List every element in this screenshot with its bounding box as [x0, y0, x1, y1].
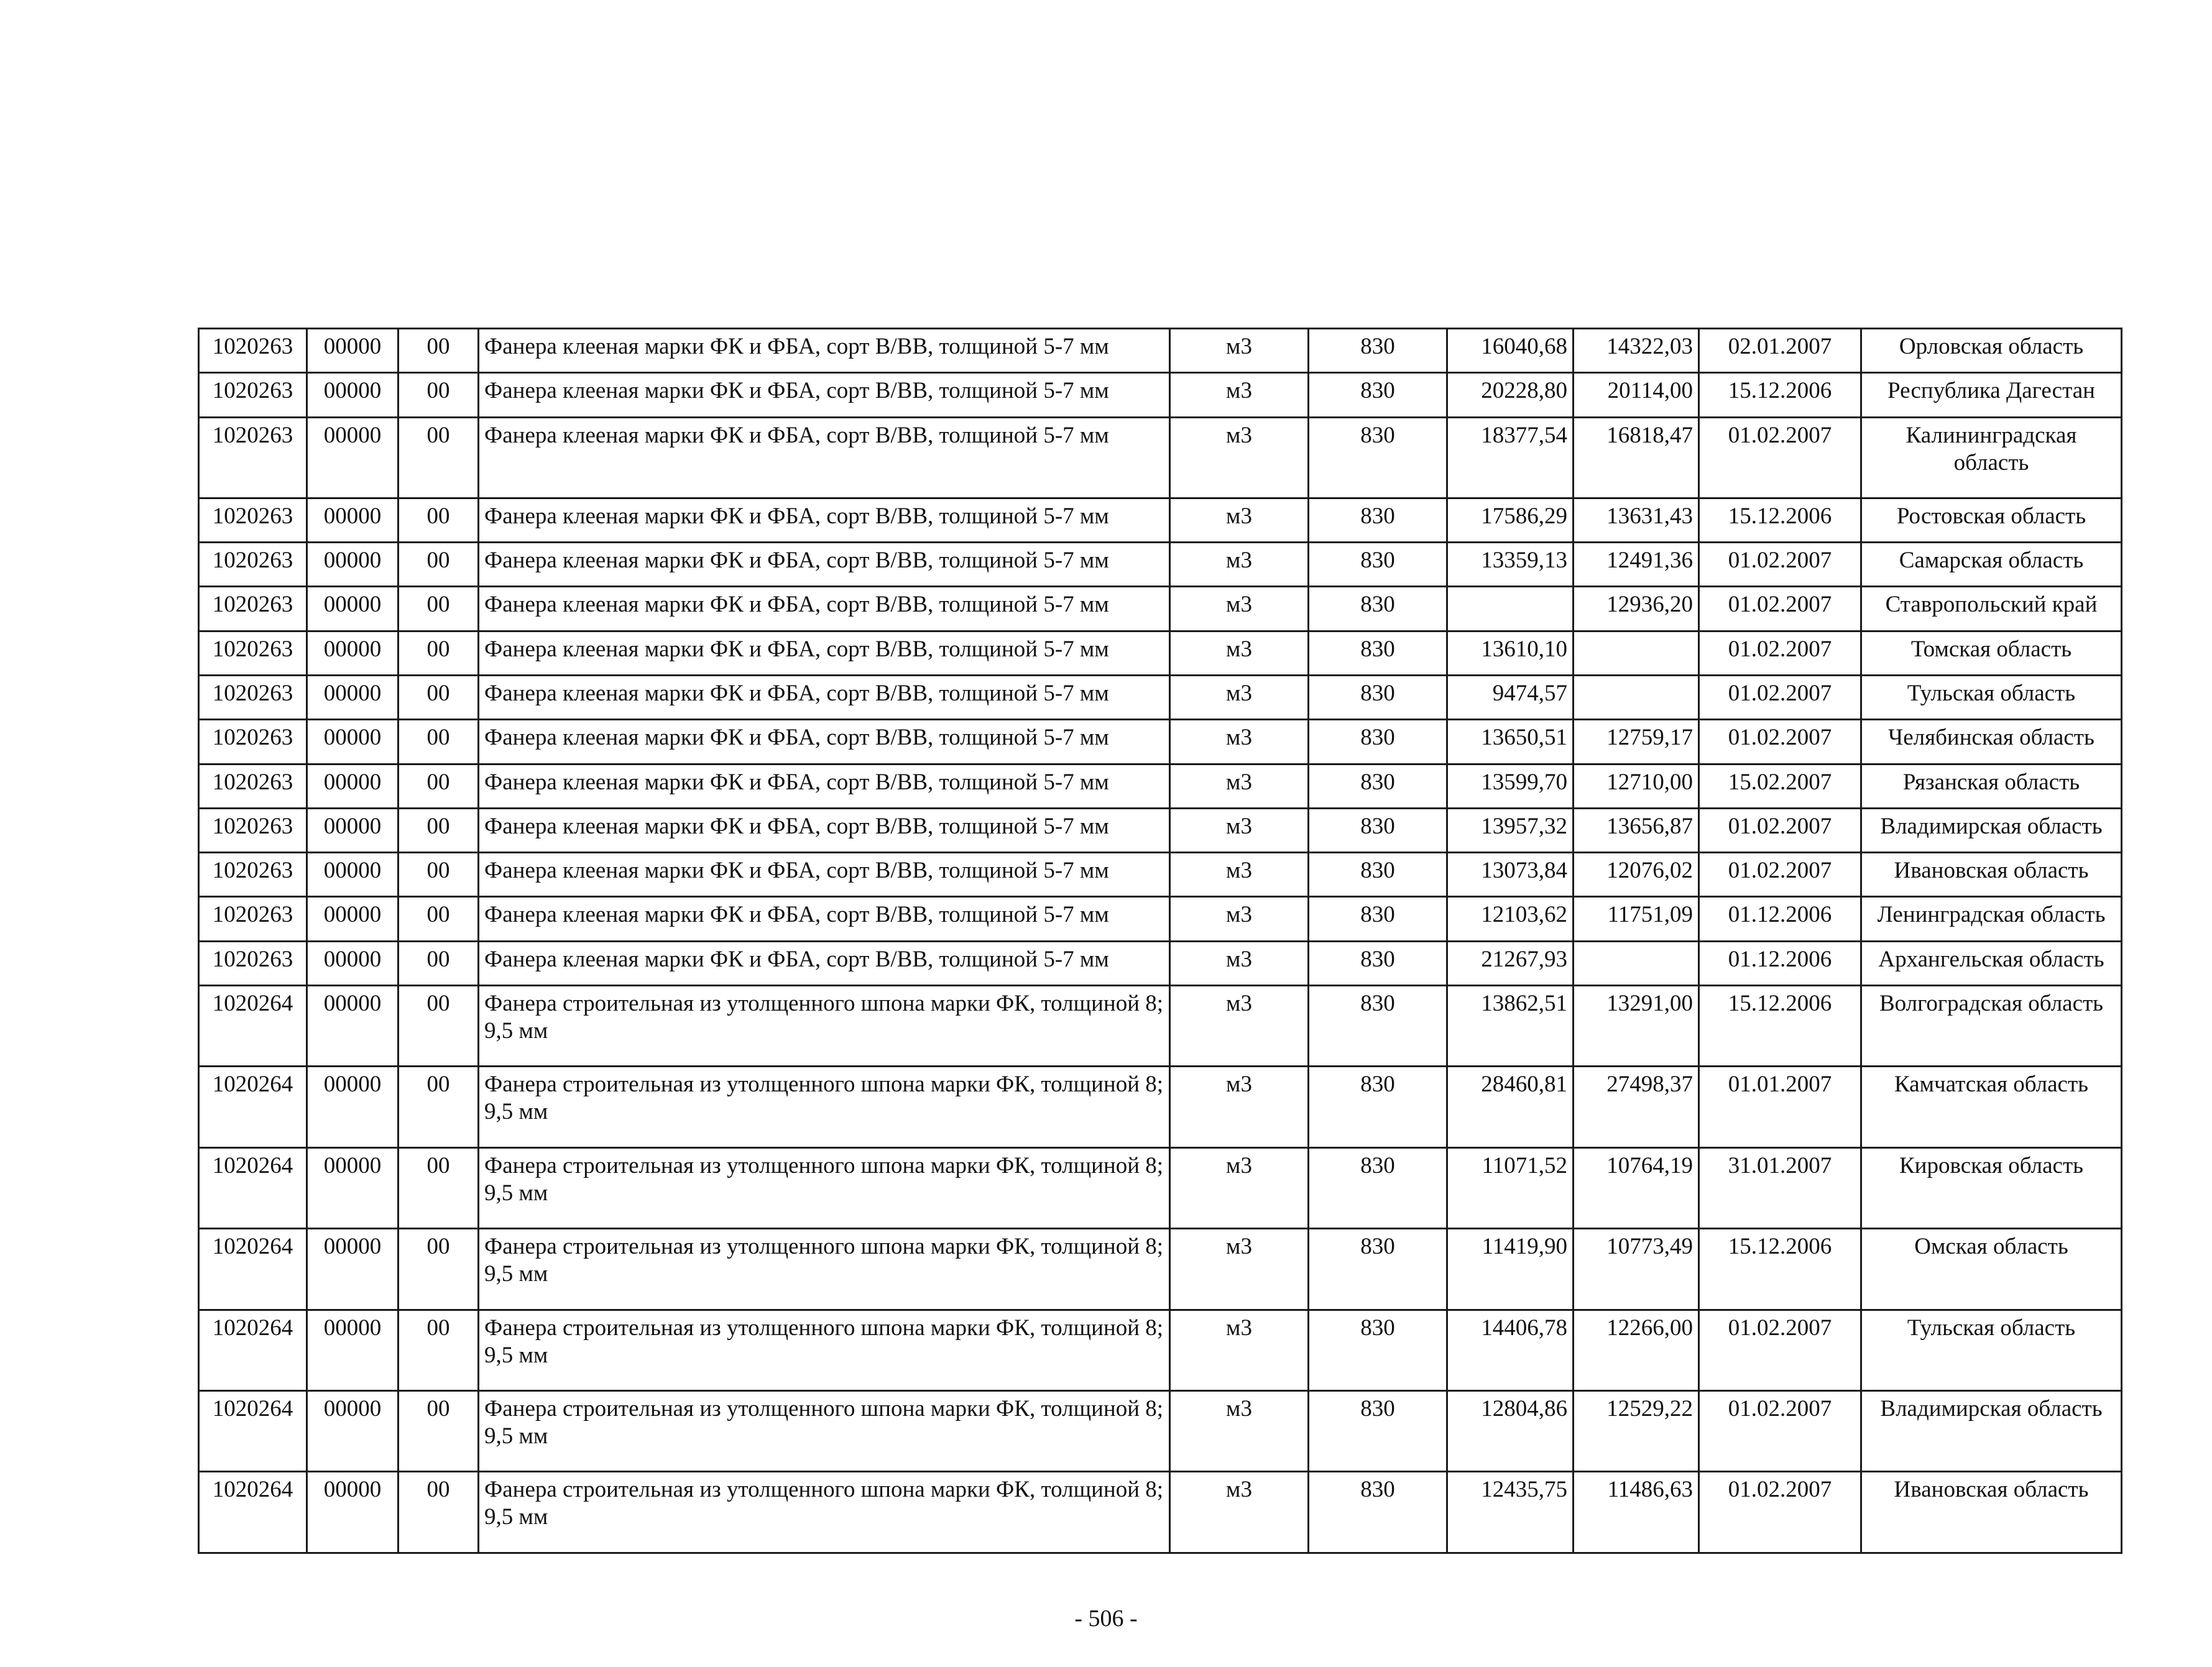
product-code-cell: 1020263	[199, 941, 307, 985]
price-cell: 21267,93	[1447, 941, 1574, 985]
okei-code-cell: 830	[1309, 587, 1447, 631]
product-name-cell: Фанера клееная марки ФК и ФБА, сорт В/ВВ, толщиной 5-7 мм	[479, 941, 1170, 985]
price-alt-cell: 14322,03	[1574, 329, 1699, 373]
date-cell: 01.02.2007	[1699, 1390, 1861, 1471]
product-code-cell: 1020263	[199, 587, 307, 631]
subcode2-cell: 00	[399, 543, 479, 587]
region-cell: Камчатская область	[1861, 1067, 2122, 1147]
price-alt-cell: 13631,43	[1574, 498, 1699, 542]
unit-cell: м3	[1170, 941, 1309, 985]
table-row	[199, 587, 2122, 631]
unit-cell: м3	[1170, 897, 1309, 941]
region-cell: Ивановская область	[1861, 1472, 2122, 1553]
product-code-cell: 1020263	[199, 853, 307, 897]
price-alt-cell: 13656,87	[1574, 808, 1699, 852]
table-row	[199, 1390, 2122, 1471]
product-code-cell: 1020264	[199, 1472, 307, 1553]
subcode2-cell: 00	[399, 985, 479, 1066]
subcode2-cell: 00	[399, 329, 479, 373]
region-cell: Кировская область	[1861, 1147, 2122, 1228]
subcode-cell: 00000	[307, 897, 399, 941]
price-alt-cell: 13291,00	[1574, 985, 1699, 1066]
product-name-cell: Фанера клееная марки ФК и ФБА, сорт В/ВВ, толщиной 5-7 мм	[479, 329, 1170, 373]
region-cell: Ростовская область	[1861, 498, 2122, 542]
table-body	[199, 329, 2122, 1553]
price-alt-cell: 12936,20	[1574, 587, 1699, 631]
okei-code-cell: 830	[1309, 676, 1447, 720]
unit-cell: м3	[1170, 498, 1309, 542]
unit-cell: м3	[1170, 587, 1309, 631]
subcode2-cell: 00	[399, 897, 479, 941]
unit-cell: м3	[1170, 853, 1309, 897]
price-alt-cell: 12710,00	[1574, 764, 1699, 808]
region-cell: Тульская область	[1861, 1310, 2122, 1390]
price-alt-cell: 12529,22	[1574, 1390, 1699, 1471]
subcode2-cell: 00	[399, 1229, 479, 1310]
okei-code-cell: 830	[1309, 543, 1447, 587]
subcode2-cell: 00	[399, 498, 479, 542]
unit-cell: м3	[1170, 329, 1309, 373]
unit-cell: м3	[1170, 676, 1309, 720]
okei-code-cell: 830	[1309, 329, 1447, 373]
product-code-cell: 1020264	[199, 985, 307, 1066]
okei-code-cell: 830	[1309, 941, 1447, 985]
region-cell: Рязанская область	[1861, 764, 2122, 808]
region-cell: Ставропольский край	[1861, 587, 2122, 631]
date-cell: 31.01.2007	[1699, 1147, 1861, 1228]
unit-cell: м3	[1170, 1310, 1309, 1390]
okei-code-cell: 830	[1309, 1147, 1447, 1228]
subcode2-cell: 00	[399, 1067, 479, 1147]
okei-code-cell: 830	[1309, 1229, 1447, 1310]
subcode-cell: 00000	[307, 587, 399, 631]
date-cell: 15.02.2007	[1699, 764, 1861, 808]
product-name-cell: Фанера клееная марки ФК и ФБА, сорт В/ВВ, толщиной 5-7 мм	[479, 498, 1170, 542]
price-cell	[1447, 587, 1574, 631]
region-cell: Владимирская область	[1861, 808, 2122, 852]
price-cell: 17586,29	[1447, 498, 1574, 542]
price-table	[198, 328, 2122, 1554]
unit-cell: м3	[1170, 1147, 1309, 1228]
okei-code-cell: 830	[1309, 373, 1447, 417]
unit-cell: м3	[1170, 1390, 1309, 1471]
product-code-cell: 1020264	[199, 1067, 307, 1147]
unit-cell: м3	[1170, 417, 1309, 498]
unit-cell: м3	[1170, 1229, 1309, 1310]
subcode2-cell: 00	[399, 417, 479, 498]
price-cell: 16040,68	[1447, 329, 1574, 373]
okei-code-cell: 830	[1309, 853, 1447, 897]
product-code-cell: 1020264	[199, 1310, 307, 1390]
region-cell: Волгоградская область	[1861, 985, 2122, 1066]
price-cell: 9474,57	[1447, 676, 1574, 720]
subcode2-cell: 00	[399, 1472, 479, 1553]
subcode-cell: 00000	[307, 1147, 399, 1228]
region-cell: Тульская область	[1861, 676, 2122, 720]
price-alt-cell: 12491,36	[1574, 543, 1699, 587]
product-code-cell: 1020263	[199, 720, 307, 764]
subcode-cell: 00000	[307, 1067, 399, 1147]
date-cell: 01.02.2007	[1699, 1310, 1861, 1390]
subcode-cell: 00000	[307, 1229, 399, 1310]
table-row	[199, 631, 2122, 675]
subcode-cell: 00000	[307, 808, 399, 852]
subcode2-cell: 00	[399, 587, 479, 631]
date-cell: 02.01.2007	[1699, 329, 1861, 373]
product-code-cell: 1020263	[199, 631, 307, 675]
subcode-cell: 00000	[307, 543, 399, 587]
product-name-cell: Фанера строительная из утолщенного шпона марки ФК, толщиной 8; 9,5 мм	[479, 1147, 1170, 1228]
date-cell: 15.12.2006	[1699, 373, 1861, 417]
date-cell: 01.02.2007	[1699, 676, 1861, 720]
product-name-cell: Фанера клееная марки ФК и ФБА, сорт В/ВВ, толщиной 5-7 мм	[479, 808, 1170, 852]
subcode-cell: 00000	[307, 853, 399, 897]
table-row	[199, 1472, 2122, 1553]
table-row	[199, 1310, 2122, 1390]
date-cell: 01.02.2007	[1699, 417, 1861, 498]
date-cell: 15.12.2006	[1699, 1229, 1861, 1310]
subcode2-cell: 00	[399, 1390, 479, 1471]
okei-code-cell: 830	[1309, 1310, 1447, 1390]
subcode-cell: 00000	[307, 764, 399, 808]
product-code-cell: 1020263	[199, 329, 307, 373]
region-cell: Ивановская область	[1861, 853, 2122, 897]
price-alt-cell: 16818,47	[1574, 417, 1699, 498]
date-cell: 01.12.2006	[1699, 897, 1861, 941]
okei-code-cell: 830	[1309, 498, 1447, 542]
product-name-cell: Фанера клееная марки ФК и ФБА, сорт В/ВВ, толщиной 5-7 мм	[479, 631, 1170, 675]
okei-code-cell: 830	[1309, 897, 1447, 941]
price-cell: 13862,51	[1447, 985, 1574, 1066]
subcode-cell: 00000	[307, 941, 399, 985]
subcode-cell: 00000	[307, 720, 399, 764]
price-alt-cell: 12266,00	[1574, 1310, 1699, 1390]
unit-cell: м3	[1170, 720, 1309, 764]
price-alt-cell	[1574, 941, 1699, 985]
product-code-cell: 1020263	[199, 808, 307, 852]
table-row	[199, 543, 2122, 587]
subcode2-cell: 00	[399, 1310, 479, 1390]
date-cell: 01.02.2007	[1699, 720, 1861, 764]
price-cell: 13599,70	[1447, 764, 1574, 808]
price-alt-cell: 27498,37	[1574, 1067, 1699, 1147]
okei-code-cell: 830	[1309, 631, 1447, 675]
table-row	[199, 1067, 2122, 1147]
region-cell: Самарская область	[1861, 543, 2122, 587]
unit-cell: м3	[1170, 808, 1309, 852]
product-name-cell: Фанера строительная из утолщенного шпона марки ФК, толщиной 8; 9,5 мм	[479, 985, 1170, 1066]
subcode2-cell: 00	[399, 764, 479, 808]
product-name-cell: Фанера клееная марки ФК и ФБА, сорт В/ВВ, толщиной 5-7 мм	[479, 720, 1170, 764]
price-cell: 12804,86	[1447, 1390, 1574, 1471]
table-row	[199, 985, 2122, 1066]
region-cell: Архангельская область	[1861, 941, 2122, 985]
table-row	[199, 676, 2122, 720]
table-row	[199, 1229, 2122, 1310]
region-cell: Республика Дагестан	[1861, 373, 2122, 417]
unit-cell: м3	[1170, 373, 1309, 417]
date-cell: 01.01.2007	[1699, 1067, 1861, 1147]
unit-cell: м3	[1170, 543, 1309, 587]
price-cell: 13359,13	[1447, 543, 1574, 587]
product-name-cell: Фанера строительная из утолщенного шпона марки ФК, толщиной 8; 9,5 мм	[479, 1390, 1170, 1471]
date-cell: 15.12.2006	[1699, 498, 1861, 542]
product-code-cell: 1020263	[199, 543, 307, 587]
region-cell: Калининградская область	[1861, 417, 2122, 498]
unit-cell: м3	[1170, 1067, 1309, 1147]
okei-code-cell: 830	[1309, 417, 1447, 498]
subcode2-cell: 00	[399, 808, 479, 852]
okei-code-cell: 830	[1309, 720, 1447, 764]
subcode2-cell: 00	[399, 941, 479, 985]
subcode-cell: 00000	[307, 985, 399, 1066]
region-cell: Челябинская область	[1861, 720, 2122, 764]
subcode-cell: 00000	[307, 329, 399, 373]
price-table-container	[198, 328, 2121, 1554]
product-name-cell: Фанера клееная марки ФК и ФБА, сорт В/ВВ, толщиной 5-7 мм	[479, 587, 1170, 631]
product-code-cell: 1020264	[199, 1147, 307, 1228]
product-code-cell: 1020263	[199, 373, 307, 417]
price-cell: 12103,62	[1447, 897, 1574, 941]
unit-cell: м3	[1170, 764, 1309, 808]
unit-cell: м3	[1170, 985, 1309, 1066]
product-code-cell: 1020264	[199, 1390, 307, 1471]
product-name-cell: Фанера клееная марки ФК и ФБА, сорт В/ВВ, толщиной 5-7 мм	[479, 373, 1170, 417]
product-code-cell: 1020263	[199, 498, 307, 542]
date-cell: 01.02.2007	[1699, 1472, 1861, 1553]
product-name-cell: Фанера строительная из утолщенного шпона марки ФК, толщиной 8; 9,5 мм	[479, 1229, 1170, 1310]
region-cell: Орловская область	[1861, 329, 2122, 373]
price-cell: 28460,81	[1447, 1067, 1574, 1147]
unit-cell: м3	[1170, 1472, 1309, 1553]
price-alt-cell: 12076,02	[1574, 853, 1699, 897]
unit-cell: м3	[1170, 631, 1309, 675]
price-alt-cell: 10773,49	[1574, 1229, 1699, 1310]
subcode2-cell: 00	[399, 1147, 479, 1228]
product-code-cell: 1020263	[199, 897, 307, 941]
table-row	[199, 329, 2122, 373]
subcode2-cell: 00	[399, 720, 479, 764]
subcode-cell: 00000	[307, 373, 399, 417]
date-cell: 01.02.2007	[1699, 543, 1861, 587]
subcode-cell: 00000	[307, 1310, 399, 1390]
product-name-cell: Фанера клееная марки ФК и ФБА, сорт В/ВВ, толщиной 5-7 мм	[479, 543, 1170, 587]
subcode2-cell: 00	[399, 676, 479, 720]
table-row	[199, 373, 2122, 417]
product-code-cell: 1020263	[199, 676, 307, 720]
price-alt-cell: 10764,19	[1574, 1147, 1699, 1228]
date-cell: 01.12.2006	[1699, 941, 1861, 985]
price-cell: 13610,10	[1447, 631, 1574, 675]
date-cell: 01.02.2007	[1699, 631, 1861, 675]
product-name-cell: Фанера строительная из утолщенного шпона марки ФК, толщиной 8; 9,5 мм	[479, 1310, 1170, 1390]
subcode2-cell: 00	[399, 631, 479, 675]
okei-code-cell: 830	[1309, 985, 1447, 1066]
subcode-cell: 00000	[307, 498, 399, 542]
region-cell: Омская область	[1861, 1229, 2122, 1310]
okei-code-cell: 830	[1309, 1067, 1447, 1147]
date-cell: 01.02.2007	[1699, 853, 1861, 897]
table-row	[199, 1147, 2122, 1228]
product-name-cell: Фанера клееная марки ФК и ФБА, сорт В/ВВ, толщиной 5-7 мм	[479, 897, 1170, 941]
price-alt-cell	[1574, 631, 1699, 675]
product-name-cell: Фанера клееная марки ФК и ФБА, сорт В/ВВ, толщиной 5-7 мм	[479, 676, 1170, 720]
okei-code-cell: 830	[1309, 1472, 1447, 1553]
table-row	[199, 897, 2122, 941]
product-name-cell: Фанера клееная марки ФК и ФБА, сорт В/ВВ, толщиной 5-7 мм	[479, 417, 1170, 498]
table-row	[199, 853, 2122, 897]
price-cell: 13073,84	[1447, 853, 1574, 897]
table-row	[199, 720, 2122, 764]
subcode-cell: 00000	[307, 676, 399, 720]
table-row	[199, 417, 2122, 498]
price-cell: 18377,54	[1447, 417, 1574, 498]
subcode-cell: 00000	[307, 1390, 399, 1471]
page-number: - 506 -	[1074, 1605, 1138, 1632]
date-cell: 01.02.2007	[1699, 587, 1861, 631]
region-cell: Томская область	[1861, 631, 2122, 675]
table-row	[199, 764, 2122, 808]
date-cell: 01.02.2007	[1699, 808, 1861, 852]
product-code-cell: 1020264	[199, 1229, 307, 1310]
table-row	[199, 808, 2122, 852]
okei-code-cell: 830	[1309, 808, 1447, 852]
price-cell: 11071,52	[1447, 1147, 1574, 1228]
product-name-cell: Фанера клееная марки ФК и ФБА, сорт В/ВВ, толщиной 5-7 мм	[479, 853, 1170, 897]
subcode-cell: 00000	[307, 417, 399, 498]
region-cell: Владимирская область	[1861, 1390, 2122, 1471]
price-cell: 13650,51	[1447, 720, 1574, 764]
product-name-cell: Фанера клееная марки ФК и ФБА, сорт В/ВВ, толщиной 5-7 мм	[479, 764, 1170, 808]
subcode2-cell: 00	[399, 373, 479, 417]
subcode-cell: 00000	[307, 1472, 399, 1553]
price-alt-cell	[1574, 676, 1699, 720]
price-alt-cell: 12759,17	[1574, 720, 1699, 764]
product-code-cell: 1020263	[199, 417, 307, 498]
price-alt-cell: 11486,63	[1574, 1472, 1699, 1553]
product-code-cell: 1020263	[199, 764, 307, 808]
subcode2-cell: 00	[399, 853, 479, 897]
subcode-cell: 00000	[307, 631, 399, 675]
price-alt-cell: 11751,09	[1574, 897, 1699, 941]
date-cell: 15.12.2006	[1699, 985, 1861, 1066]
price-cell: 14406,78	[1447, 1310, 1574, 1390]
region-cell: Ленинградская область	[1861, 897, 2122, 941]
table-row	[199, 498, 2122, 542]
okei-code-cell: 830	[1309, 1390, 1447, 1471]
price-cell: 12435,75	[1447, 1472, 1574, 1553]
product-name-cell: Фанера строительная из утолщенного шпона марки ФК, толщиной 8; 9,5 мм	[479, 1472, 1170, 1553]
price-cell: 20228,80	[1447, 373, 1574, 417]
okei-code-cell: 830	[1309, 764, 1447, 808]
price-cell: 13957,32	[1447, 808, 1574, 852]
product-name-cell: Фанера строительная из утолщенного шпона марки ФК, толщиной 8; 9,5 мм	[479, 1067, 1170, 1147]
table-row	[199, 941, 2122, 985]
price-cell: 11419,90	[1447, 1229, 1574, 1310]
price-alt-cell: 20114,00	[1574, 373, 1699, 417]
